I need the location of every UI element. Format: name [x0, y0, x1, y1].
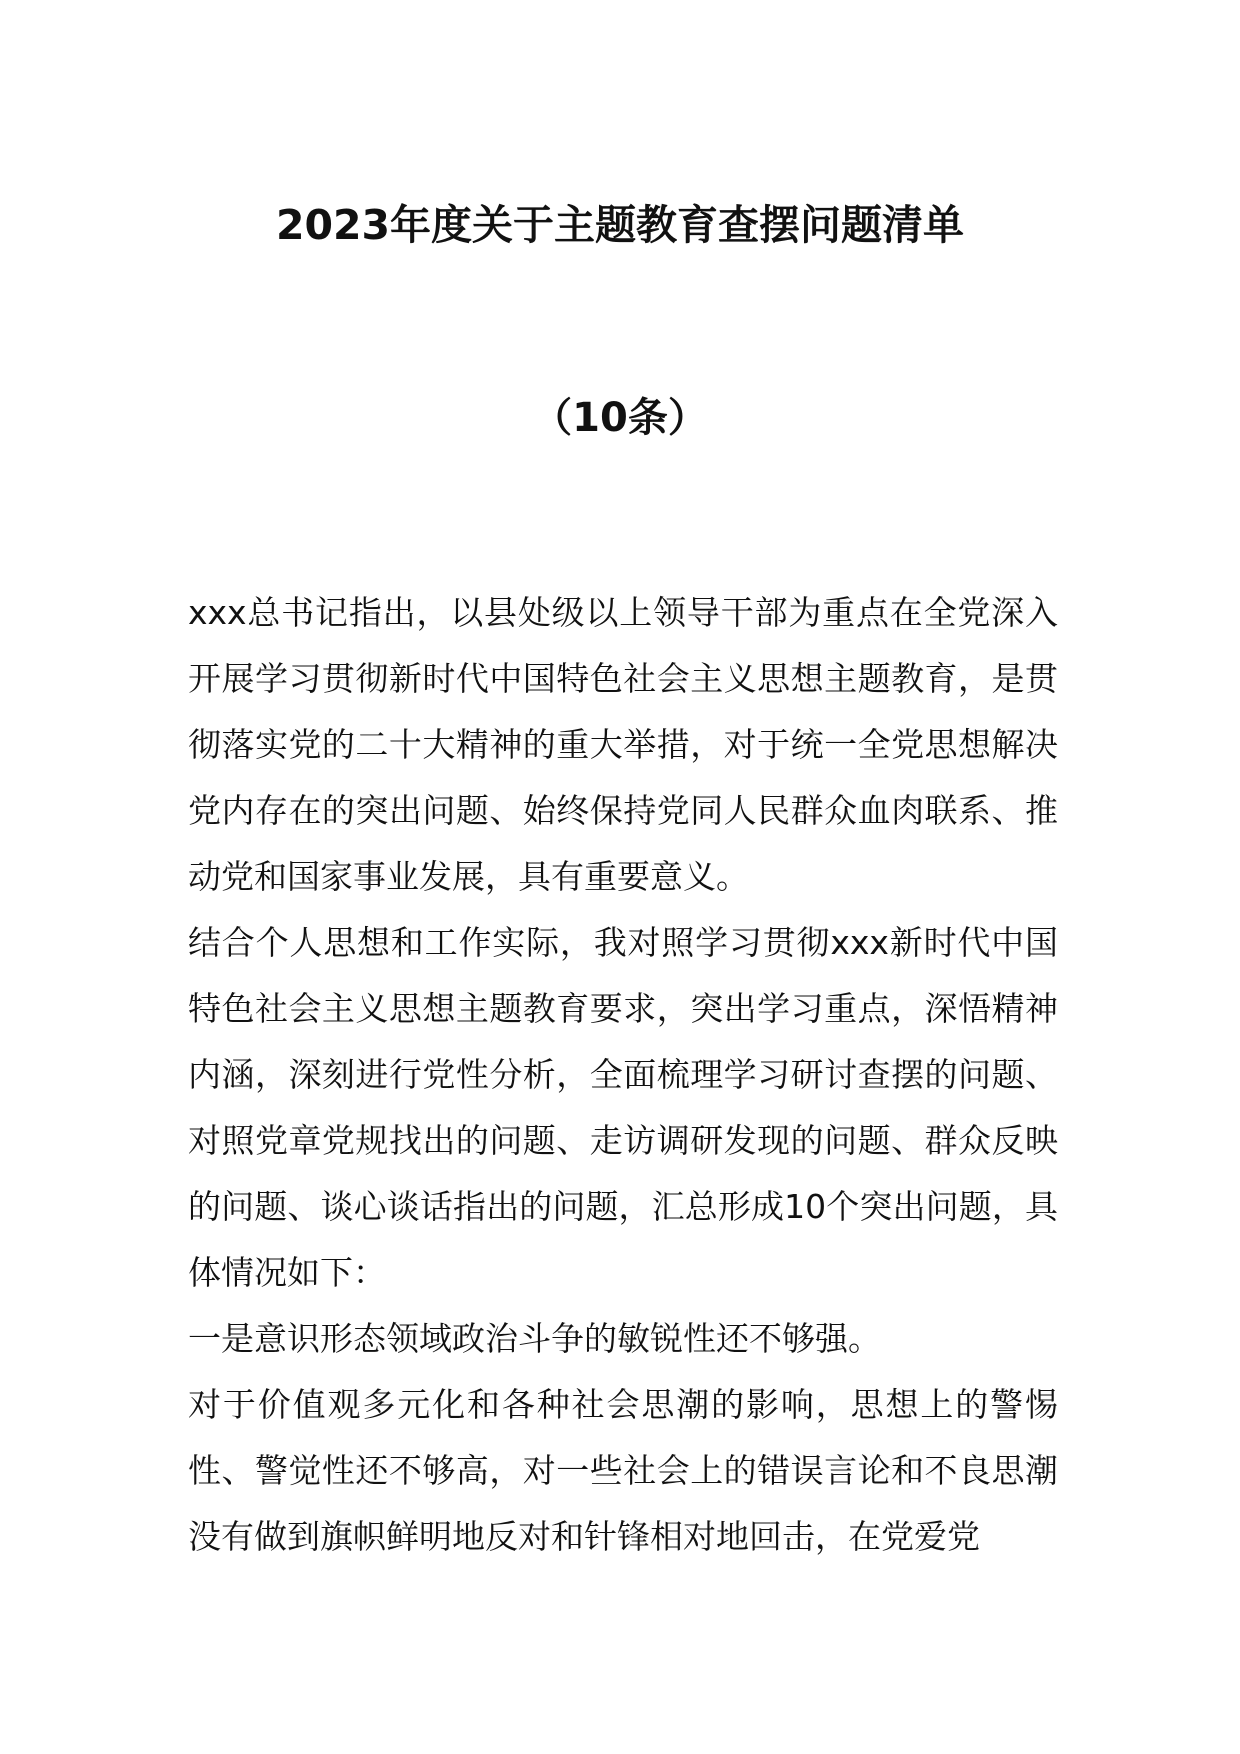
paragraph-self-review: 结合个人思想和工作实际，我对照学习贯彻xxx新时代中国特色社会主义思想主题教育要求，突出学习重点，深悟精神内涵，深刻进行党性分析，全面梳理学习研讨查摆的问题、对照党章党规找出的问题、走访调研发现的问题、群众反映的问题、谈心谈话指出的问题，汇总形成10个突出问题，具体情况如下： [188, 923, 1058, 1292]
paragraph-problem-one-detail: 对于价值观多元化和各种社会思潮的影响，思想上的警惕性、警觉性还不够高，对一些社会上的错误言论和不良思潮没有做到旗帜鲜明地反对和针锋相对地回击，在党爱党 [188, 1385, 1058, 1556]
paragraph-intro: xxx总书记指出，以县处级以上领导干部为重点在全党深入开展学习贯彻新时代中国特色社会主义思想主题教育，是贯彻落实党的二十大精神的重大举措，对于统一全党思想解决党内存在的突出问题、始终保持党同人民群众血肉联系、推动党和国家事业发展，具有重要意义。 [188, 593, 1058, 896]
paragraph-problem-one-heading: 一是意识形态领域政治斗争的敏锐性还不够强。 [188, 1319, 881, 1358]
document-subtitle: （10条） [532, 395, 708, 441]
document-title: 2023年度关于主题教育查摆问题清单 [275, 201, 965, 249]
document-body [188, 580, 1058, 1570]
